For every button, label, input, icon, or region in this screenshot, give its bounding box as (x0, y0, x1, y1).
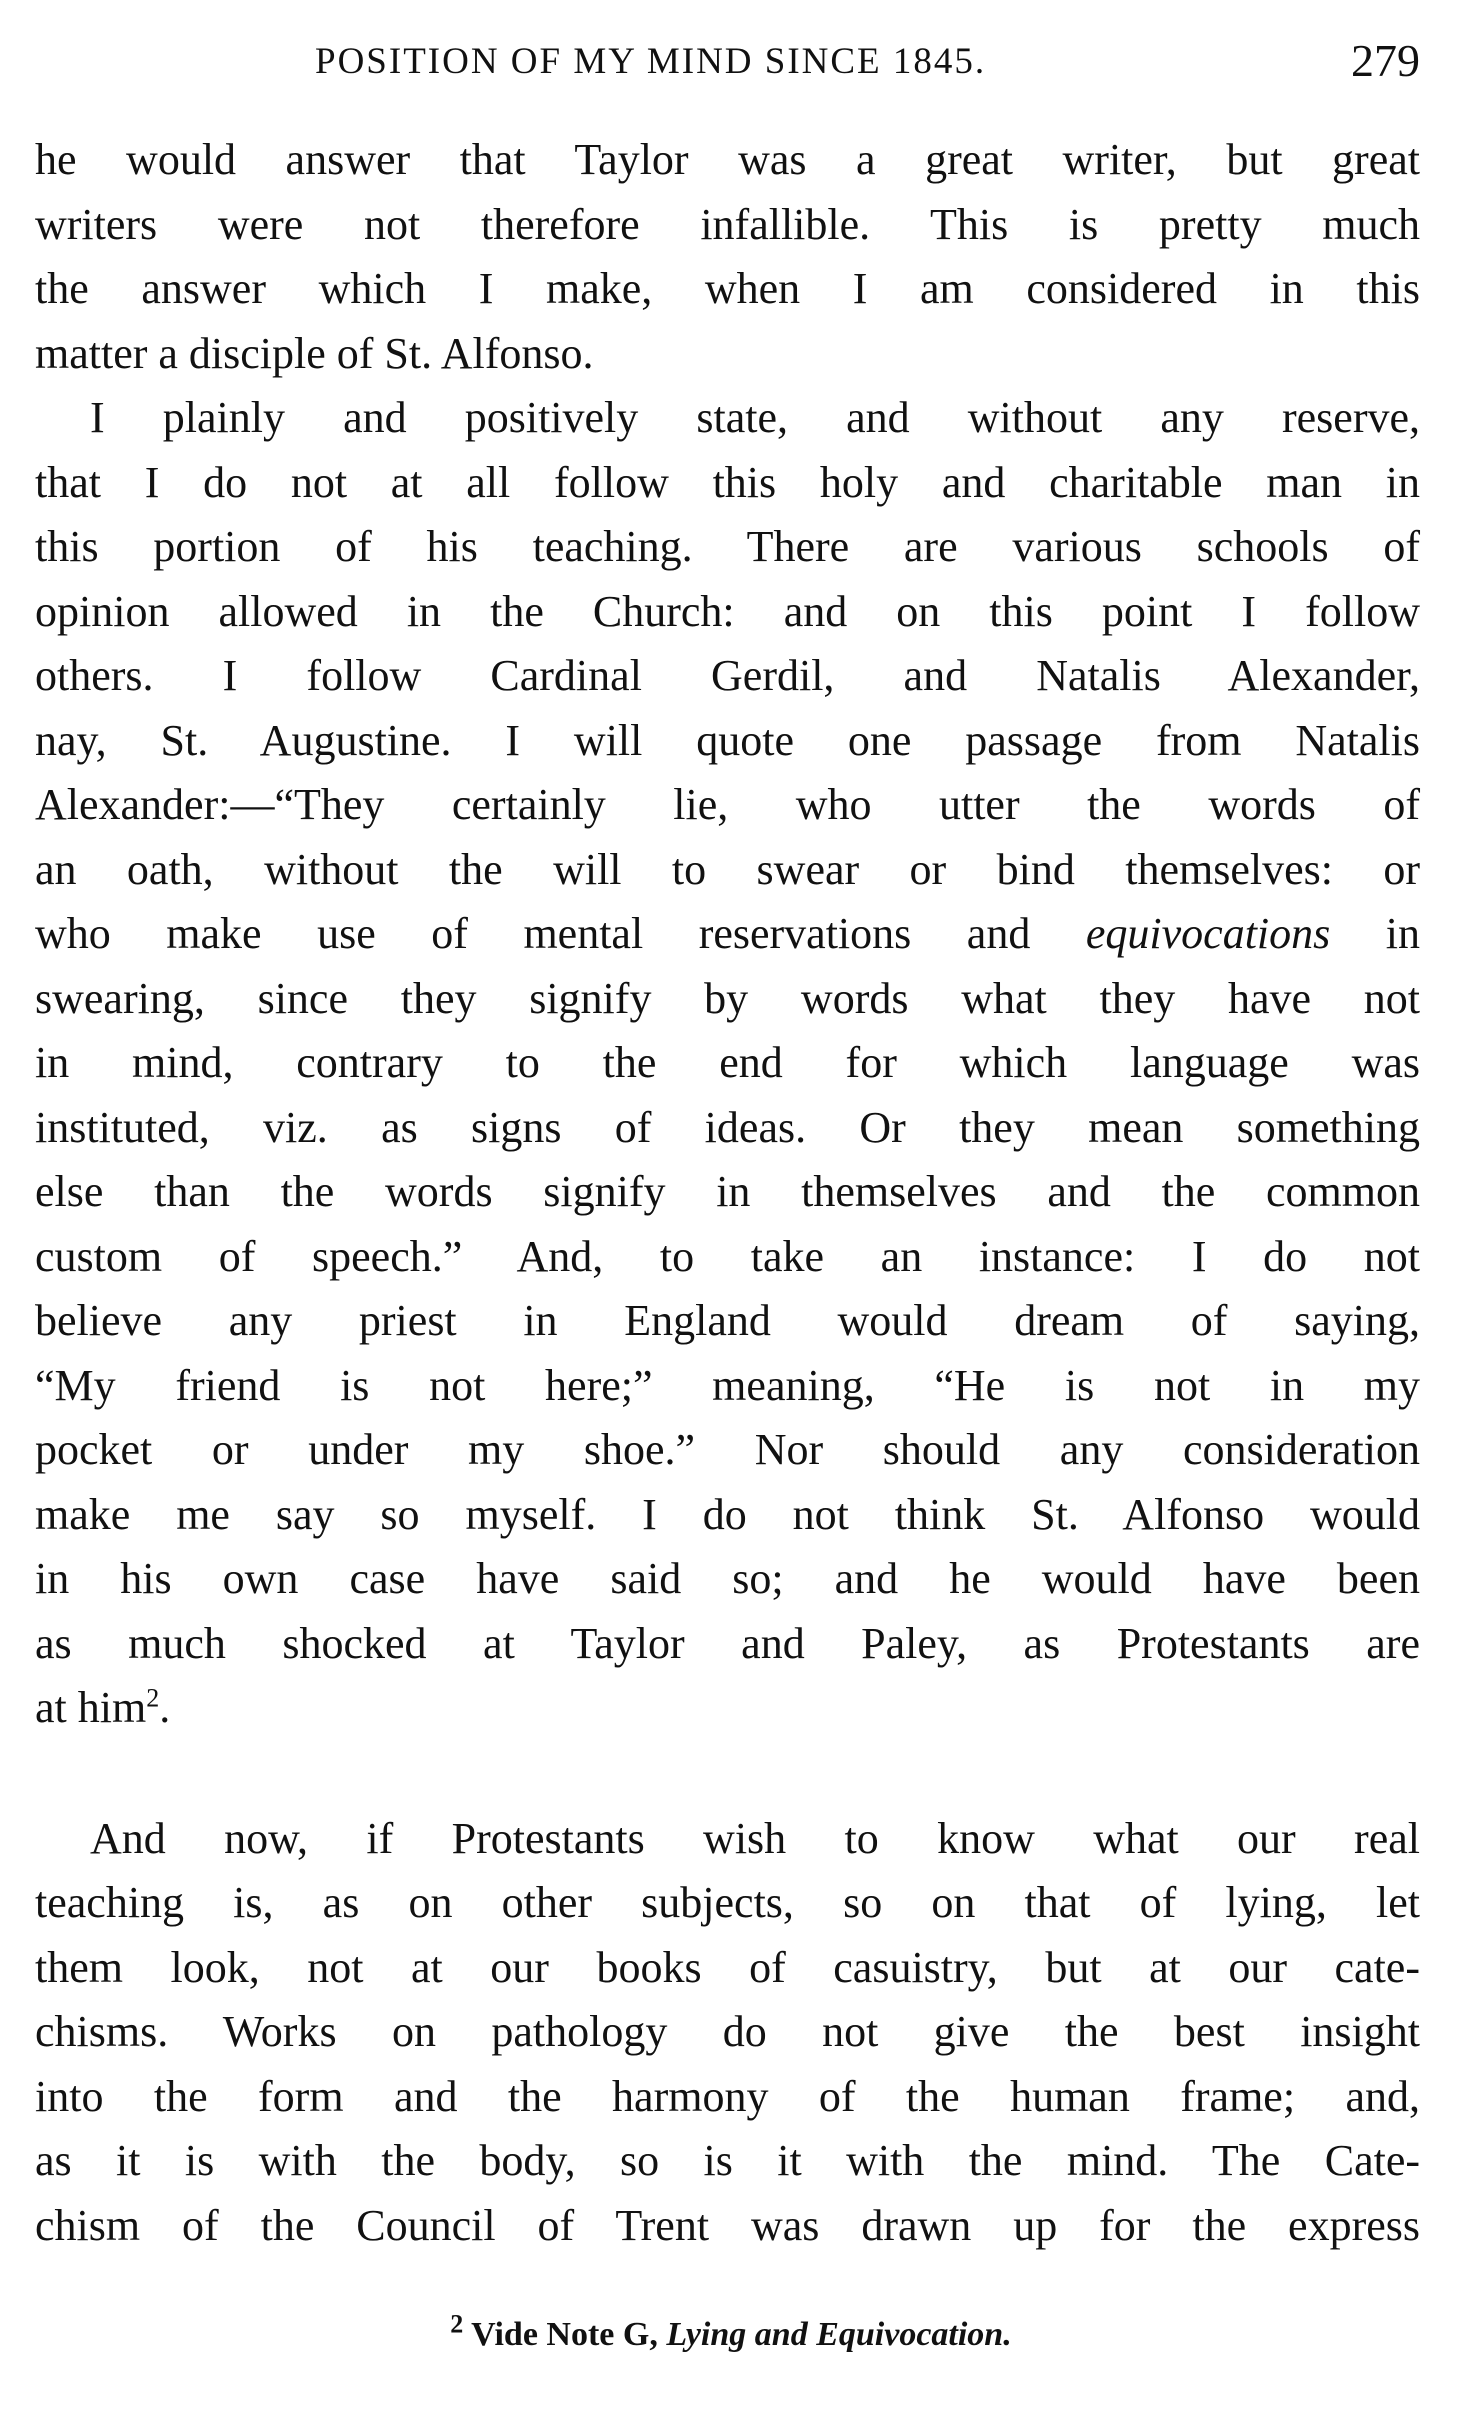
text-line: opinion allowed in the Church: and on this point I follow (35, 586, 1420, 636)
text-line: instituted, viz. as signs of ideas. Or they mean something (35, 1102, 1420, 1152)
running-head (35, 30, 1420, 90)
footnote-title: Lying and Equivocation. (666, 2316, 1012, 2353)
text-line: pocket or under my shoe.” Nor should any consideration (35, 1425, 1420, 1474)
text-line: in his own case have said so; and he would have been (35, 1554, 1420, 1603)
footnote-marker: 2 (450, 2309, 464, 2339)
text-line: this portion of his teaching. There are various schools of (35, 522, 1420, 571)
text-line: teaching is, as on other subjects, so on that of lying, let (35, 1878, 1420, 1927)
text-line: make me say so myself. I do not think St. Alfonso would (35, 1489, 1420, 1539)
text-line-with-footnote-ref (35, 1676, 1420, 1741)
text-line-with-italic (35, 902, 1420, 967)
running-title: POSITION OF MY MIND SINCE 1845. (315, 41, 987, 82)
text-line: others. I follow Cardinal Gerdil, and Natalis Alexander, (35, 651, 1420, 700)
text-line: into the form and the harmony of the human frame; and, (35, 2071, 1420, 2121)
text-line: chism of the Council of Trent was drawn up for the express (35, 2200, 1420, 2250)
body-text (35, 128, 1420, 2258)
text-line: that I do not at all follow this holy and charitable man in (35, 457, 1420, 507)
text-segment: . (159, 1683, 171, 1732)
paragraph-1 (35, 128, 1420, 386)
text-line: Alexander:—“They certainly lie, who utter the words of (35, 780, 1420, 829)
footnote-text: Vide Note G, (471, 2316, 658, 2353)
text-line: the answer which I make, when I am considered in this (35, 264, 1420, 313)
text-line: as much shocked at Taylor and Paley, as Protestants are (35, 1618, 1420, 1668)
text-segment: in (1385, 909, 1421, 958)
text-line: custom of speech.” And, to take an instance: I do not (35, 1231, 1420, 1281)
text-line: swearing, since they signify by words what they have not (35, 973, 1420, 1023)
text-line: else than the words signify in themselves and the common (35, 1167, 1420, 1216)
text-segment: who make use of mental reservations and (35, 909, 1031, 958)
page-number: 279 (1351, 35, 1420, 86)
footnote-reference[interactable]: 2 (146, 1683, 160, 1713)
text-line: chisms. Works on pathology do not give the best insight (35, 2007, 1420, 2056)
text-line: he would answer that Taylor was a great writer, but great (35, 135, 1420, 184)
text-line: nay, St. Augustine. I will quote one passage from Natalis (35, 715, 1420, 765)
text-line: And now, if Protestants wish to know what our real (90, 1813, 1420, 1863)
text-line: an oath, without the will to swear or bind themselves: or (35, 844, 1420, 894)
paragraph-3 (35, 1807, 1420, 2259)
text-line: I plainly and positively state, and without any reserve, (90, 393, 1420, 442)
paragraph-2 (35, 386, 1420, 1741)
text-line: them look, not at our books of casuistry, but at our cate- (35, 1942, 1420, 1992)
text-line: believe any priest in England would dream of saying, (35, 1296, 1420, 1345)
text-line: in mind, contrary to the end for which language was (35, 1038, 1420, 1087)
text-segment: at him (35, 1683, 147, 1732)
text-line: as it is with the body, so is it with the mind. The Cate- (35, 2136, 1420, 2185)
italic-word: equivocations (1085, 909, 1331, 958)
text-line: matter a disciple of St. Alfonso. (35, 328, 594, 378)
footnote (0, 2309, 1462, 2354)
text-line: writers were not therefore infallible. This is pretty much (35, 199, 1420, 249)
text-line: “My friend is not here;” meaning, “He is not in my (35, 1360, 1420, 1410)
